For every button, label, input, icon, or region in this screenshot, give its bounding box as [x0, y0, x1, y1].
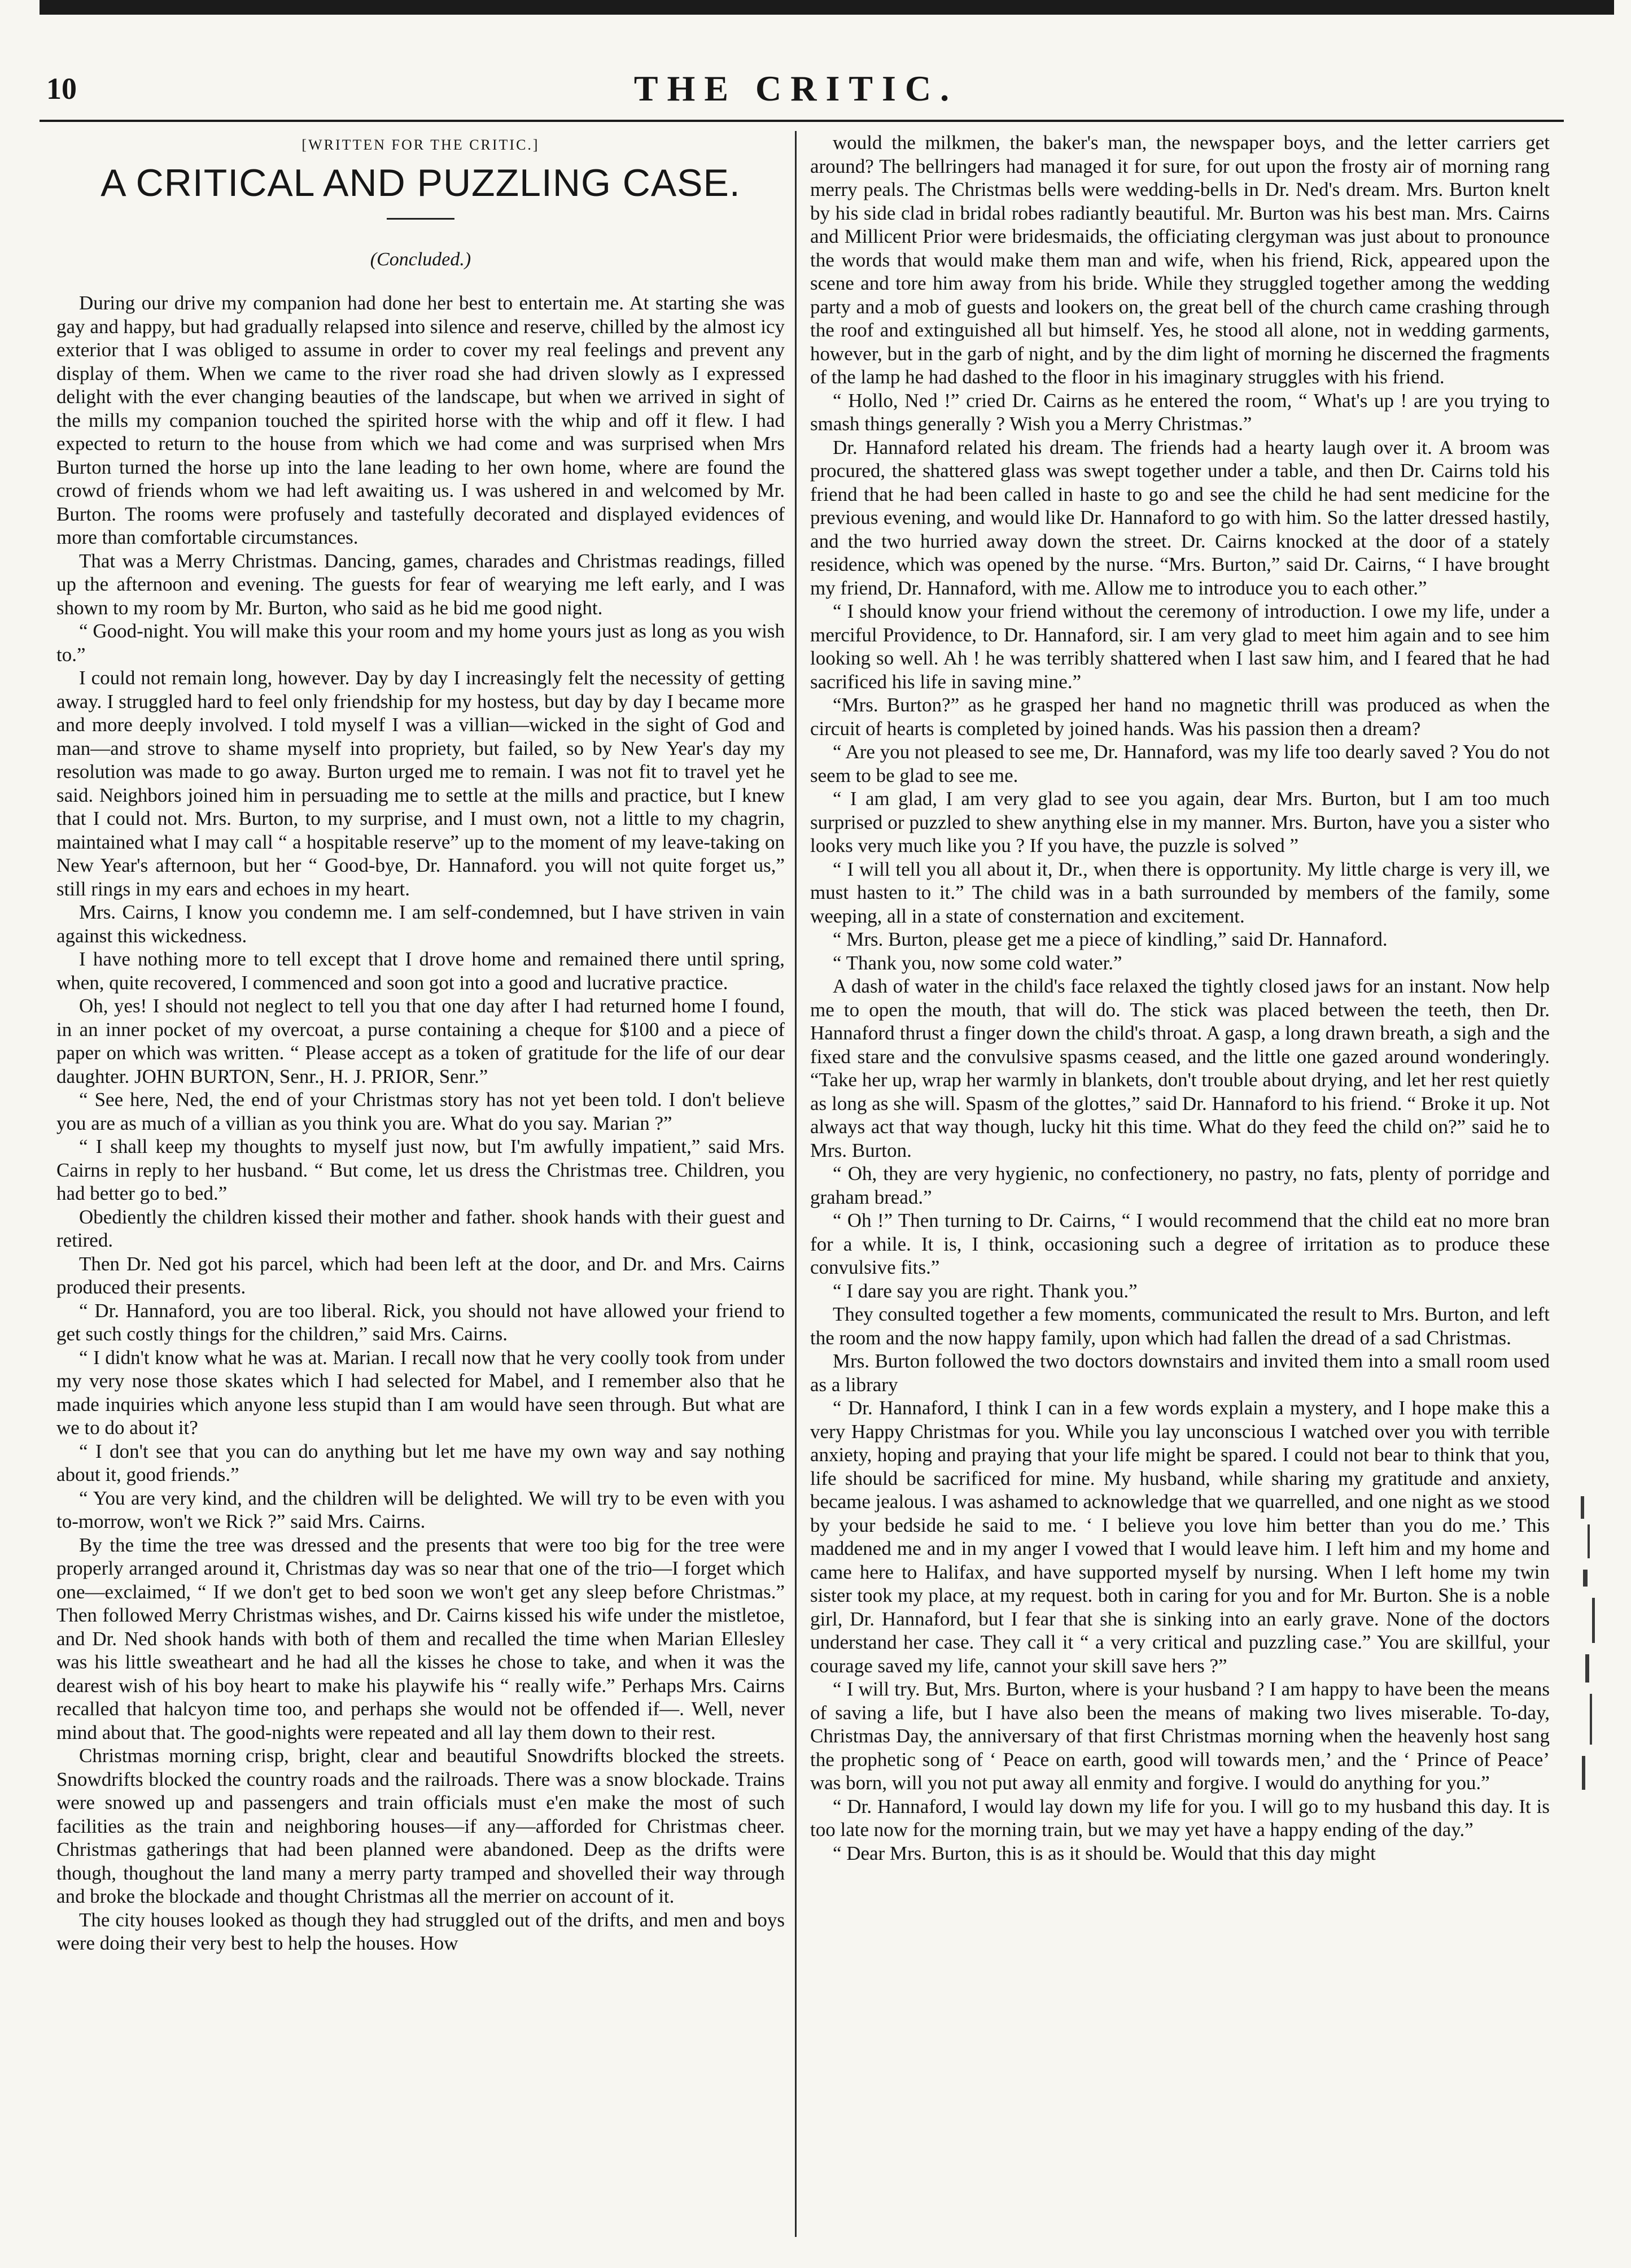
- left-column-paragraph: Oh, yes! I should not neglect to tell you that one day after I had returned home I found, in an inner pocket of my overcoat, a purse containing a cheque for $100 and a piece of paper on which was written. “ Please accept as a token of gratitude for the life of our dear daughter. JOHN BURTON, Senr., H. J. PRIOR, Senr.”: [56, 995, 785, 1087]
- title-rule: [387, 218, 454, 220]
- article-byline: [WRITTEN FOR THE CRITIC.]: [301, 137, 540, 153]
- article-title: A CRITICAL AND PUZZLING CASE.: [100, 161, 741, 204]
- left-column-paragraph: That was a Merry Christmas. Dancing, games, charades and Christmas readings, filled up the afternoon and evening. The guests for fear of wearying me left early, and I was shown to my room by Mr. Burton, who said as he bid me good night.: [56, 549, 785, 619]
- left-column-paragraph: “ Dr. Hannaford, you are too liberal. Rick, you should not have allowed your friend to get such costly things for the children,” said Mrs. Cairns.: [56, 1299, 785, 1345]
- page-number: 10: [46, 72, 77, 106]
- right-column-paragraph: would the milkmen, the baker's man, the newspaper boys, and the letter carriers get around? The bellringers had managed it for sure, for out upon the frosty air of morning rang merry peals. The Christmas bells were wedding-bells in Dr. Ned's dream. Mrs. Burton knelt by his side clad in bridal robes radiantly beautiful. Mr. Burton was his best man. Mrs. Cairns and Millicent Prior were bridesmaids, the officiating clergyman was just about to pronounce the words that would make them man and wife, when his friend, Rick, appeared upon the scene and tore him away from his bride. While they struggled together among the wedding party and a mob of guests and lookers on, the great bell of the church came crashing through the roof and extinguished all but himself. Yes, he stood all alone, not in wedding garments, however, but in the garb of night, and by the dim light of morning he discerned the fragments of the lamp he had dashed to the floor in his imaginary struggles with his friend.: [810, 132, 1550, 388]
- right-column-paragraph: “ Dr. Hannaford, I think I can in a few words explain a mystery, and I hope make this a very Happy Christmas for you. While you lay unconscious I watched over you with terrible anxiety, hoping and praying that your life might be spared. I could not bear to think that you, life should be sacrificed for mine. My husband, while sharing my gratitude and anxiety, became jealous. I was ashamed to acknowledge that we quarrelled, and one night as we stood by your bedside he said to me. ‘ I believe you love him better than you do me.’ This maddened me and in my anger I vowed that I would leave him. I left him and my home and came here to Halifax, and have supported myself by nursing. When I left home my twin sister took my place, at my request. both in caring for you and for Mr. Burton. She is a noble girl, Dr. Hannaford, but I fear that she is sinking into an early grave. None of the doctors understand her case. They call it “ a very critical and puzzling case.” You are skillful, your courage saved my life, cannot your skill save hers ?”: [810, 1397, 1550, 1677]
- right-column-paragraph: “ Dear Mrs. Burton, this is as it should be. Would that this day might: [833, 1842, 1376, 1864]
- top-border: [40, 0, 1614, 15]
- right-column-paragraph: “Mrs. Burton?” as he grasped her hand no magnetic thrill was produced as when the circuit of hearts is completed by joined hands. Was his passion then a dream?: [810, 694, 1550, 740]
- header-rule: [40, 120, 1564, 122]
- right-column-paragraph: “ Oh !” Then turning to Dr. Cairns, “ I would recommend that the child eat no more bran for a while. It is, I think, occasioning such a degree of irritation as to produce these convulsive fits.”: [810, 1209, 1550, 1278]
- column-divider: [795, 131, 797, 2237]
- right-column-paragraph: “ Mrs. Burton, please get me a piece of kindling,” said Dr. Hannaford.: [833, 928, 1388, 950]
- article-subtitle: (Concluded.): [370, 248, 471, 270]
- left-column-paragraph: Obediently the children kissed their mother and father. shook hands with their guest and retired.: [56, 1205, 785, 1251]
- right-column-paragraph: “ Oh, they are very hygienic, no confectionery, no pastry, no fats, plenty of porridge and graham bread.”: [810, 1163, 1550, 1208]
- left-column-paragraph: During our drive my companion had done her best to entertain me. At starting she was gay and happy, but had gradually relapsed into silence and reserve, chilled by the almost icy exterior that I was obliged to assume in order to cover my real feelings and prevent any display of them. When we came to the river road she had driven slowly as I expressed delight with the ever changing beauties of the landscape, but when we arrived in sight of the mills my companion touched the spirited horse with the whip and off it flew. I had expected to return to the house from which we had come and was surprised when Mrs Burton turned the horse up into the lane leading to her own home, where are found the crowd of friends whom we had left awaiting us. I was ushered in and welcomed by Mr. Burton. The rooms were profusely and tastefully decorated and displayed evidences of more than comfortable circumstances.: [56, 292, 785, 548]
- left-column-paragraph: Then Dr. Ned got his parcel, which had been left at the door, and Dr. and Mrs. Cairns produced their presents.: [56, 1252, 785, 1298]
- masthead: THE CRITIC.: [633, 68, 959, 108]
- left-column-paragraph: “ I shall keep my thoughts to myself just now, but I'm awfully impatient,” said Mrs. Cairns in reply to her husband. “ But come, let us dress the Christmas tree. Children, you had better go to bed.”: [56, 1135, 785, 1204]
- right-column-paragraph: “ I should know your friend without the ceremony of introduction. I owe my life, under a merciful Providence, to Dr. Hannaford, sir. I am very glad to meet him again and to see him looking so well. Ah ! he was terribly shattered when I last saw him, and I feared that he had sacrificed his life in saving mine.”: [810, 600, 1550, 693]
- left-column-paragraph: “ I didn't know what he was at. Marian. I recall now that he very coolly took from under my very nose those skates which I had selected for Mabel, and I remember also that he made inquiries which anyone less stupid than I am would have seen through. But what are we to do about it?: [56, 1346, 785, 1439]
- right-column-paragraph: They consulted together a few moments, communicated the result to Mrs. Burton, and left the room and the now happy family, upon which had fallen the dread of a sad Christmas.: [810, 1303, 1550, 1349]
- right-column-paragraph: Mrs. Burton followed the two doctors downstairs and invited them into a small room used as a library: [810, 1350, 1550, 1396]
- left-column-paragraph: Mrs. Cairns, I know you condemn me. I am self-condemned, but I have striven in vain against this wickedness.: [56, 901, 785, 947]
- left-column-paragraph: “ See here, Ned, the end of your Christmas story has not yet been told. I don't believe you are as much of a villian as you think you are. What do you say. Marian ?”: [56, 1089, 785, 1134]
- left-column: [56, 131, 785, 2237]
- scan-artifact: [1575, 1485, 1609, 1801]
- right-column: [810, 131, 1550, 2237]
- right-column-paragraph: “ I will tell you all about it, Dr., when there is opportunity. My little charge is very ill, we must hasten to it.” The child was in a bath surrounded by members of the family, some weeping, all in a state of consternation and excitement.: [810, 858, 1550, 927]
- right-column-paragraph: “ Dr. Hannaford, I would lay down my life for you. I will go to my husband this day. It is too late now for the morning train, but we may yet have a happy ending of the day.”: [810, 1795, 1550, 1841]
- left-column-paragraph: By the time the tree was dressed and the presents that were too big for the tree were properly arranged around it, Christmas day was so near that one of the trio—I forget which one—exclaimed, “ If we don't get to bed soon we won't get any sleep before Christmas.” Then followed Merry Christmas wishes, and Dr. Cairns kissed his wife under the mistletoe, and Dr. Ned shook hands with both of them and recalled the time when Marian Ellesley was his little sweatheart and he had all the kisses he chose to take, and when it was the dearest wish of his boy heart to make his playwife his “ really wife.” Perhaps Mrs. Cairns recalled that halcyon time too, and perhaps she would not be offended if—. Well, never mind about that. The good-nights were repeated and all lay them down to their rest.: [56, 1533, 785, 1743]
- right-column-paragraph: A dash of water in the child's face relaxed the tightly closed jaws for an instant. Now help me to open the mouth, that will do. The stick was placed between the teeth, then Dr. Hannaford thrust a finger down the child's throat. A gasp, a long drawn breath, a sigh and the fixed stare and the convulsive spasms ceased, and the little one gazed around wonderingly. “Take her up, wrap her warmly in blankets, don't trouble about drying, and let her rest quietly as long as she will. Spasm of the glottes,” said Dr. Hannaford to his friend. “ Broke it up. Not always act that way though, lucky hit this time. What do they feed the child on?” said he to Mrs. Burton.: [810, 975, 1550, 1161]
- right-column-paragraph: “ Thank you, now some cold water.”: [833, 951, 1122, 974]
- left-column-paragraph: I have nothing more to tell except that I drove home and remained there until spring, when, quite recovered, I commenced and soon got into a good and lucrative practice.: [56, 948, 785, 994]
- left-column-paragraph: I could not remain long, however. Day by day I increasingly felt the necessity of getting away. I struggled hard to feel only friendship for my hostess, but day by day I became more and more deeply involved. I told myself I was a villian—wicked in the sight of God and man—and strove to shame myself into propriety, but failed, so by New Year's day my resolution was made to go away. Burton urged me to remain. I was not fit to travel yet he said. Neighbors joined him in persuading me to settle at the mills and practice, but I knew that I could not. Mrs. Burton, to my surprise, and I must own, not a little to my chagrin, maintained what I may call “ a hospitable reserve” up to the moment of my leave-taking on New Year's afternoon, but her “ Good-bye, Dr. Hannaford. you will not quite forget us,” still rings in my ears and echoes in my heart.: [56, 667, 785, 900]
- right-column-paragraph: “ Hollo, Ned !” cried Dr. Cairns as he entered the room, “ What's up ! are you trying to smash things generally ? Wish you a Merry Christmas.”: [810, 389, 1550, 435]
- left-column-paragraph: “ Good-night. You will make this your room and my home yours just as long as you wish to.”: [56, 620, 785, 666]
- left-column-paragraph: Christmas morning crisp, bright, clear and beautiful Snowdrifts blocked the streets. Snowdrifts blocked the country roads and the railroads. There was a snow blockade. Trains were snowed up and passengers and train officials must e'en make the most of such facilities as the train and neighboring houses—if any—afforded for Christmas cheer. Christmas gatherings that had been planned were abandoned. Deep as the drifts were though, thoughout the land many a merry party tramped and shovelled their way through and broke the blockade and thought Christmas all the merrier on account of it.: [56, 1745, 785, 1907]
- right-column-paragraph: “ Are you not pleased to see me, Dr. Hannaford, was my life too dearly saved ? You do not seem to be glad to see me.: [810, 741, 1550, 786]
- left-column-paragraph: The city houses looked as though they had struggled out of the drifts, and men and boys were doing their very best to help the houses. How: [56, 1908, 785, 1954]
- right-column-paragraph: Dr. Hannaford related his dream. The friends had a hearty laugh over it. A broom was procured, the shattered glass was swept together under a table, and then Dr. Cairns told his friend that he had been called in haste to go and see the child he had sent medicine for the previous evening, and would like Dr. Hannaford to go with him. So the latter dressed hastily, and the two hurried away down the street. Dr. Cairns knocked at the door of a stately residence, which was opened by the nurse. “Mrs. Burton,” said Dr. Cairns, “ I have brought my friend, Dr. Hannaford, with me. Allow me to introduce you to each other.”: [810, 436, 1550, 599]
- left-column-paragraph: “ I don't see that you can do anything but let me have my own way and say nothing about it, good friends.”: [56, 1440, 785, 1485]
- right-column-paragraph: “ I am glad, I am very glad to see you again, dear Mrs. Burton, but I am too much surprised or puzzled to shew anything else in my manner. Mrs. Burton, have you a sister who looks very much like you ? If you have, the puzzle is solved ”: [810, 788, 1550, 856]
- page-header: [40, 68, 1553, 113]
- left-column-paragraph: “ You are very kind, and the children will be delighted. We will try to be even with you to-morrow, won't we Rick ?” said Mrs. Cairns.: [56, 1487, 785, 1532]
- right-column-paragraph: “ I dare say you are right. Thank you.”: [833, 1279, 1138, 1302]
- right-column-paragraph: “ I will try. But, Mrs. Burton, where is your husband ? I am happy to have been the means of saving a life, but I have also been the means of making two lives miserable. To-day, Christmas Day, the anniversary of that first Christmas morning when the heavenly host sang the prophetic song of ‘ Peace on earth, good will towards men,’ and the ‘ Prince of Peace’ was born, will you not put away all enmity and forgive. I would do anything for you.”: [810, 1678, 1550, 1794]
